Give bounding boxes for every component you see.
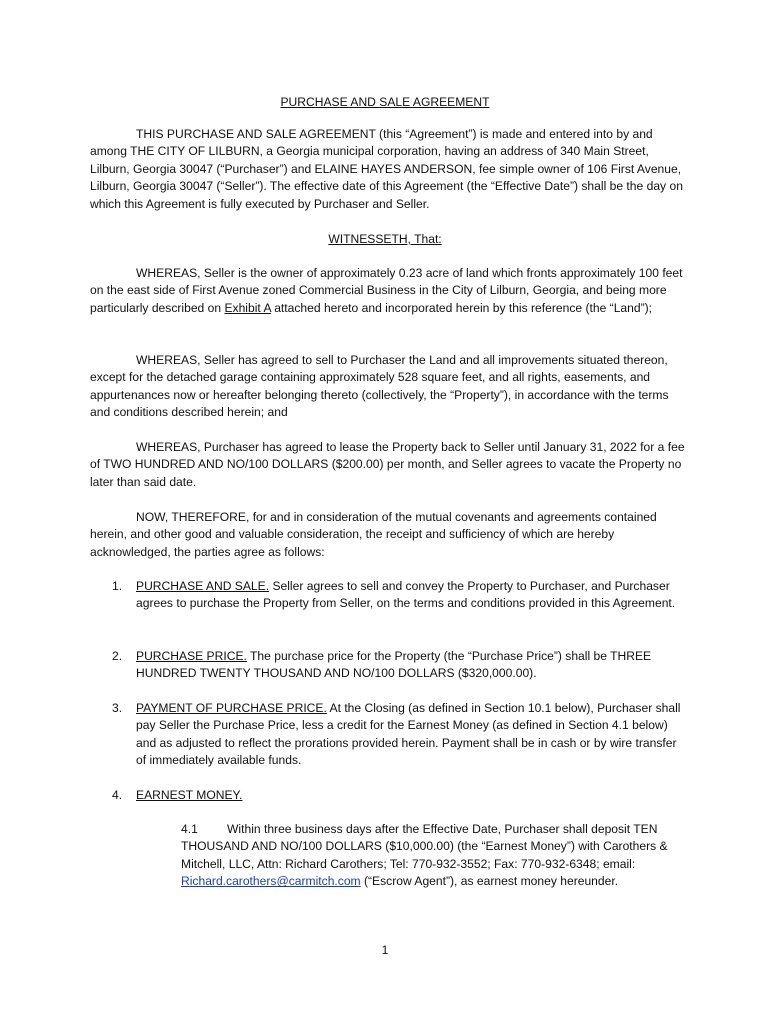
section-item-3 xyxy=(112,700,686,770)
document-title: PURCHASE AND SALE AGREEMENT xyxy=(280,95,490,109)
item-number: 2. xyxy=(112,649,123,663)
item-text: At the Closing (as defined in Section 10.1 below), Purchaser shall pay Seller the Purchase Price, less a credit for the Earnest Money (as defined in Section 4.1 below) and as adjusted to reflect the prorations provided herein. Payment shall be in cash or by wire transfer of immediately available funds. xyxy=(136,701,681,768)
now-therefore-paragraph: NOW, THEREFORE, for and in consideration of the mutual covenants and agreements contained herein, and other good and valuable consideration, the receipt and sufficiency of which are hereby acknowledged, the parties agree as follows: xyxy=(90,510,657,559)
section-item-1 xyxy=(112,578,686,613)
escrow-email-link[interactable]: Richard.carothers@carmitch.com xyxy=(181,874,361,889)
item-text: Seller agrees to sell and convey the Property to Purchaser, and Purchaser agrees to purchase the Property from Seller, on the terms and conditions provided in this Agreement. xyxy=(136,579,676,611)
item-heading: PAYMENT OF PURCHASE PRICE. xyxy=(136,701,327,715)
item-number: 1. xyxy=(112,579,123,593)
whereas1-text: WHEREAS, Seller is the owner of approximately 0.23 acre of land which fronts approximately 100 feet on the east side of First Avenue zoned Commercial Business in the City of Lilburn, Georgia, and being more particularly described on xyxy=(90,266,683,315)
item-heading: PURCHASE PRICE. xyxy=(136,649,247,663)
item-text: The purchase price for the Property (the “Purchase Price”) shall be THREE HUNDRED TWENTY THOUSAND AND NO/100 DOLLARS ($320,000.00). xyxy=(136,649,652,681)
section-item-4 xyxy=(112,787,686,804)
whereas-paragraph-1 xyxy=(90,265,686,317)
whereas1-text-end: attached hereto and incorporated herein by this reference (the “Land”); xyxy=(270,300,653,315)
page-number: 1 xyxy=(381,943,389,957)
subsection-text: Within three business days after the Effective Date, Purchaser shall deposit TEN THOUSAND AND NO/100 DOLLARS ($10,000.00) (the “Earnest Money”) with Carothers & Mitchell, LLC, Attn: Richard Carothers; Tel: 770-932-3552; Fax: 770-932-6348; email: xyxy=(181,822,668,871)
item-number: 3. xyxy=(112,701,123,715)
section-item-2 xyxy=(112,648,686,683)
subsection-4-1 xyxy=(181,821,686,891)
whereas-paragraph-3: WHEREAS, Purchaser has agreed to lease the Property back to Seller until January 31, 2022 for a fee of TWO HUNDRED AND NO/100 DOLLARS ($200.00) per month, and Seller agrees to vacate the Property no later than said date. xyxy=(90,440,685,489)
whereas-paragraph-2: WHEREAS, Seller has agreed to sell to Purchaser the Land and all improvements situated thereon, except for the detached garage containing approximately 528 square feet, and all rights, easements, and appurtenances now or hereafter belonging thereto (collectively, the “Property”), in accordance with the terms and conditions described herein; and xyxy=(90,353,669,420)
subsection-number: 4.1 xyxy=(181,822,198,836)
witnesseth-heading: WITNESSETH, That: xyxy=(328,232,442,246)
subsection-text-end: (“Escrow Agent”), as earnest money hereunder. xyxy=(360,874,619,889)
exhibit-a-reference: Exhibit A xyxy=(224,300,271,315)
item-heading: PURCHASE AND SALE. xyxy=(136,579,270,593)
item-number: 4. xyxy=(112,788,123,802)
intro-paragraph: THIS PURCHASE AND SALE AGREEMENT (this “Agreement”) is made and entered into by and among THE CITY OF LILBURN, a Georgia municipal corporation, having an address of 340 Main Street, Lilburn, Georgia 30047 (“Purchaser”) and ELAINE HAYES ANDERSON, fee simple owner of 106 First Avenue, Lilburn, Georgia 30047 (“Seller”). The effective date of this Agreement (the “Effective Date”) shall be the day on which this Agreement is fully executed by Purchaser and Seller. xyxy=(90,127,683,211)
item-heading: EARNEST MONEY. xyxy=(136,788,243,802)
